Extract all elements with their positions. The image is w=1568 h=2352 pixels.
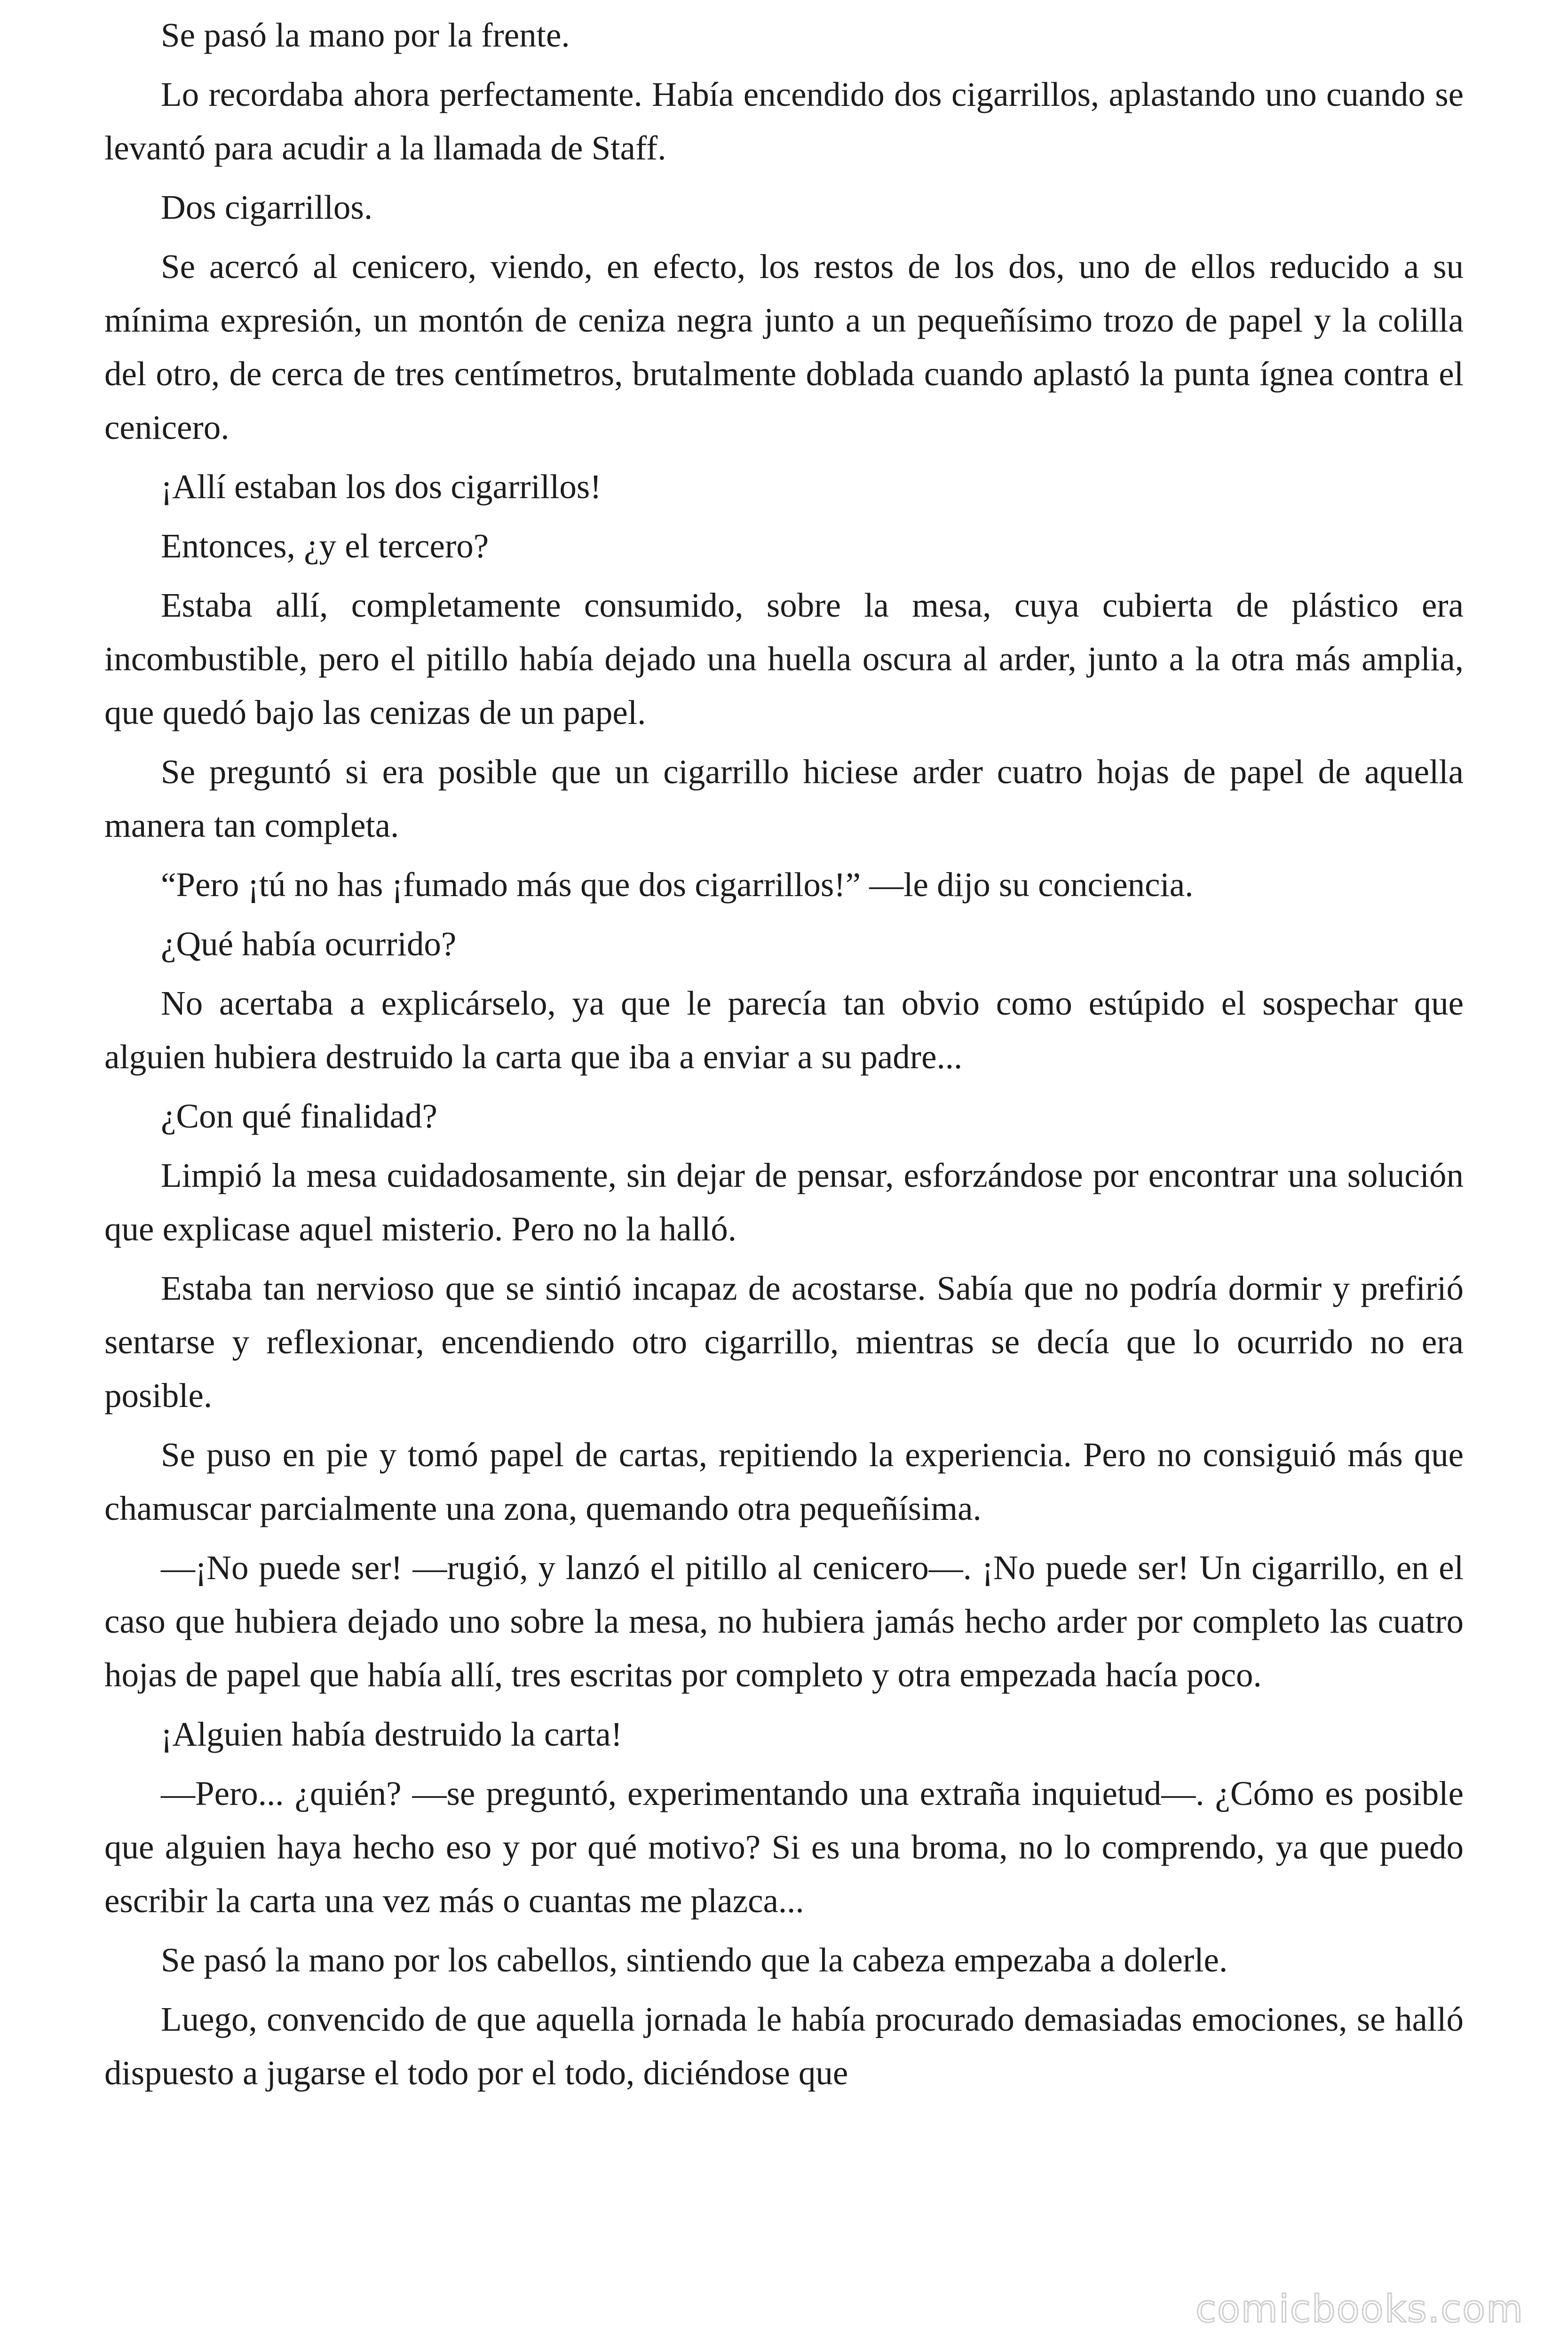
- paragraph-1: Se pasó la mano por la frente.: [161, 16, 570, 54]
- paragraph-17: ¡Alguien había destruido la carta!: [161, 1715, 623, 1753]
- paragraph-5: ¡Allí estaban los dos cigarrillos!: [161, 468, 602, 506]
- paragraph-15: Se puso en pie y tomó papel de cartas, repitiendo la experiencia. Pero no consiguió más que chamuscar parcialmente una zona, quemando otra pequeñísima.: [104, 1436, 1464, 1527]
- paragraph-4: Se acercó al cenicero, viendo, en efecto, los restos de los dos, uno de ellos reducido a su mínima expresión, un montón de ceniza negra junto a un pequeñísimo trozo de papel y la colilla del otro, de cerca de tres centímetros, brutalmente doblada cuando aplastó la punta ígnea contra el cenicero.: [104, 247, 1464, 446]
- paragraph-11: No acertaba a explicárselo, ya que le parecía tan obvio como estúpido el sospechar que alguien hubiera destruido la carta que iba a enviar a su padre...: [104, 984, 1464, 1076]
- paragraph-19: Se pasó la mano por los cabellos, sintiendo que la cabeza empezaba a dolerle.: [161, 1941, 1228, 1979]
- watermark: comicbooks.com: [1195, 2287, 1524, 2331]
- paragraph-2: Lo recordaba ahora perfectamente. Había encendido dos cigarrillos, aplastando uno cuando se levantó para acudir a la llamada de Staff.: [104, 75, 1464, 167]
- paragraph-9: “Pero ¡tú no has ¡fumado más que dos cigarrillos!” —le dijo su conciencia.: [161, 866, 1194, 904]
- paragraph-12: ¿Con qué finalidad?: [161, 1097, 437, 1135]
- paragraph-13: Limpió la mesa cuidadosamente, sin dejar de pensar, esforzándose por encontrar una solución que explicase aquel misterio. Pero no la halló.: [104, 1156, 1464, 1248]
- paragraph-6: Entonces, ¿y el tercero?: [161, 527, 489, 565]
- paragraph-10: ¿Qué había ocurrido?: [161, 925, 457, 963]
- paragraph-18: —Pero... ¿quién? —se preguntó, experimentando una extraña inquietud—. ¿Cómo es posible que alguien haya hecho eso y por qué motivo? Si es una broma, no lo comprendo, ya que puedo escribir la carta una vez más o cuantas me plazca...: [104, 1774, 1464, 1920]
- paragraph-3: Dos cigarrillos.: [161, 188, 373, 226]
- paragraph-8: Se preguntó si era posible que un cigarrillo hiciese arder cuatro hojas de papel de aquella manera tan completa.: [104, 753, 1464, 844]
- body-text: [104, 8, 1464, 2106]
- paragraph-14: Estaba tan nervioso que se sintió incapaz de acostarse. Sabía que no podría dormir y prefirió sentarse y reflexionar, encendiendo otro cigarrillo, mientras se decía que lo ocurrido no era posible.: [104, 1269, 1464, 1414]
- paragraph-20: Luego, convencido de que aquella jornada le había procurado demasiadas emociones, se halló dispuesto a jugarse el todo por el todo, diciéndose que: [104, 2000, 1464, 2092]
- paragraph-16: —¡No puede ser! —rugió, y lanzó el pitillo al cenicero—. ¡No puede ser! Un cigarrillo, en el caso que hubiera dejado uno sobre la mesa, no hubiera jamás hecho arder por completo las cuatro hojas de papel que había allí, tres escritas por completo y otra empezada hacía poco.: [104, 1549, 1464, 1694]
- paragraph-7: Estaba allí, completamente consumido, sobre la mesa, cuya cubierta de plástico era incombustible, pero el pitillo había dejado una huella oscura al arder, junto a la otra más amplia, que quedó bajo las cenizas de un papel.: [104, 586, 1464, 731]
